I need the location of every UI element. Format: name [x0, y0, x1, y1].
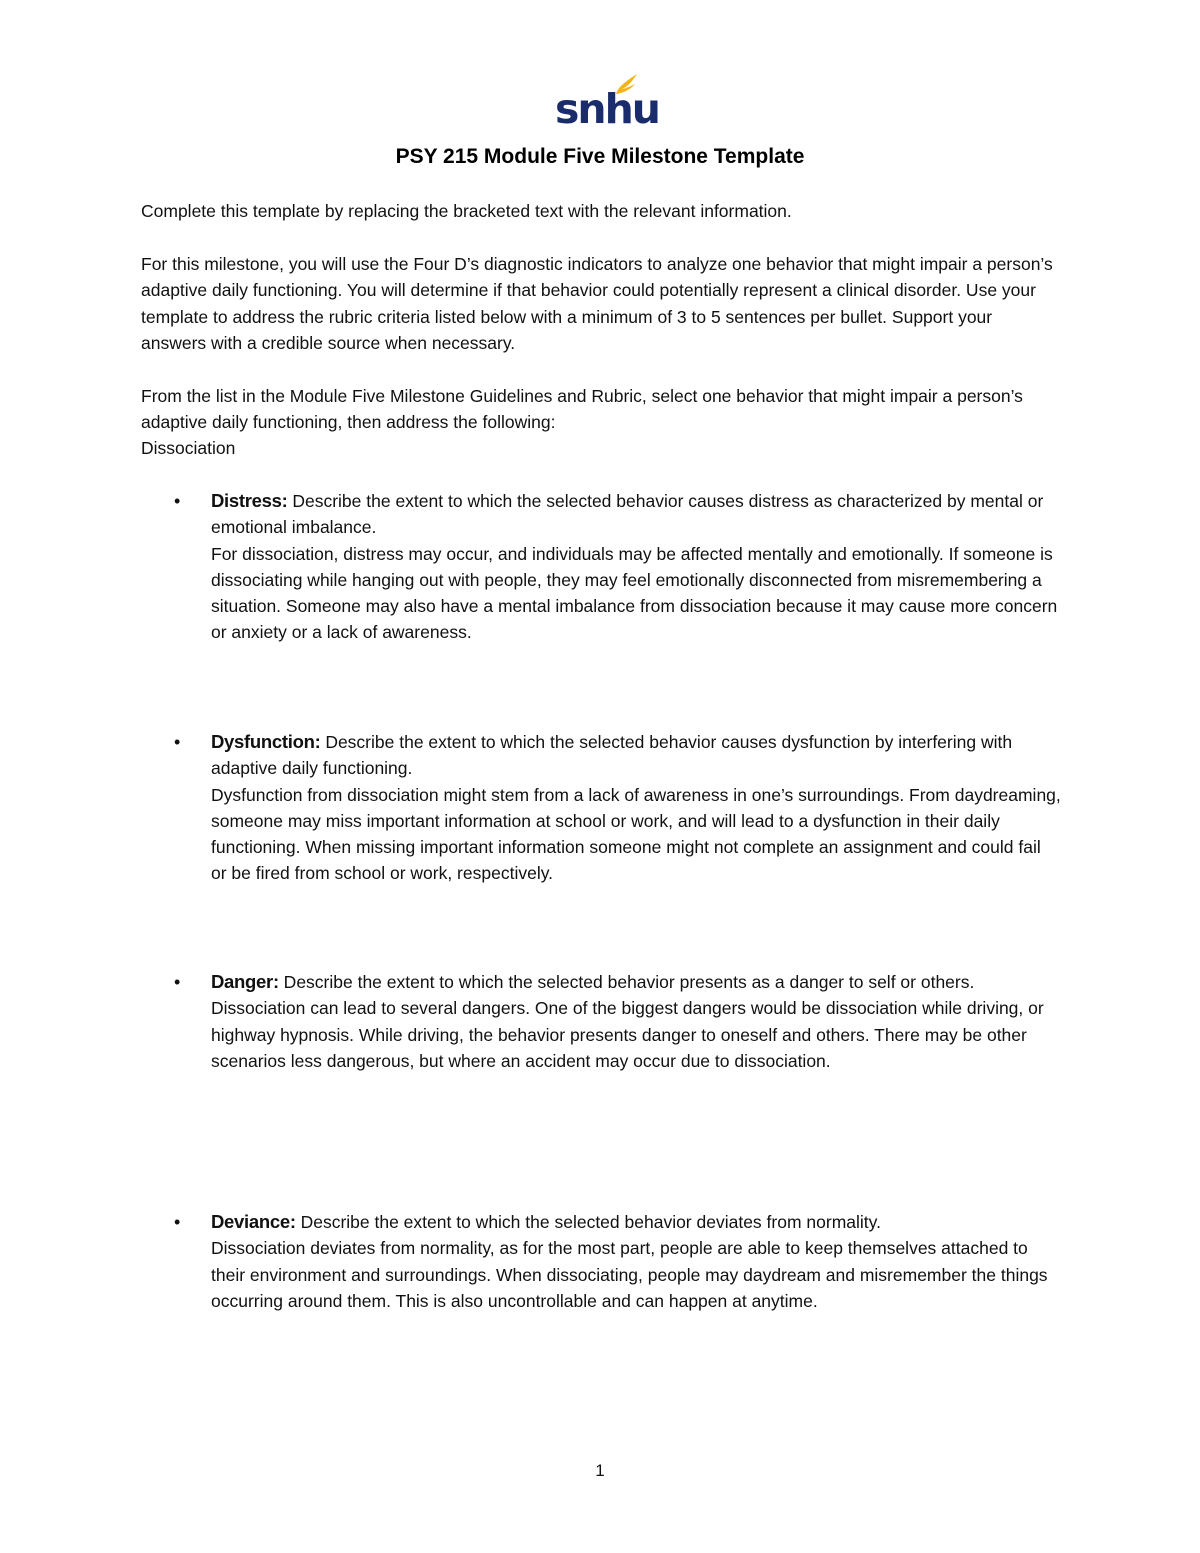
bullet-term: Dysfunction: — [211, 731, 321, 752]
bullet-point-icon: • — [174, 732, 181, 752]
bullet-term: Deviance: — [211, 1211, 296, 1232]
bullet-distress — [174, 488, 1061, 646]
bullet-point-icon: • — [174, 491, 181, 511]
bullet-answer: Dissociation can lead to several dangers. One of the biggest dangers would be dissociation while driving, or highway hypnosis. While driving, the behavior presents danger to oneself and others. There may be other scenarios less dangerous, but where an accident may occur due to dissociation. — [211, 998, 1044, 1071]
bullet-point-icon: • — [174, 1212, 181, 1232]
page-title: PSY 215 Module Five Milestone Template — [395, 145, 805, 168]
bullet-prompt-text: Describe the extent to which the selected behavior causes distress as characterized by mental or emotional imbalance. — [211, 491, 1044, 538]
bullet-prompt — [211, 1209, 1061, 1235]
bullet-dysfunction — [174, 729, 1061, 887]
bullet-point-icon: • — [174, 972, 181, 992]
logo-wordmark: snhu — [555, 85, 659, 133]
bullet-prompt — [211, 729, 1061, 782]
bullet-prompt — [211, 488, 1061, 541]
selected-behavior: Dissociation — [141, 438, 236, 458]
bullet-answer: For dissociation, distress may occur, and individuals may be affected mentally and emotionally. If someone is dissociating while hanging out with people, they may feel emotionally disconnected from misremembering a situation. Someone may also have a mental imbalance from dissociation because it may cause more concern or anxiety or a lack of awareness. — [211, 543, 1058, 643]
bullet-prompt — [211, 969, 1061, 995]
bullet-danger — [174, 969, 1061, 1074]
bullet-deviance — [174, 1209, 1061, 1314]
bullet-prompt-text: Describe the extent to which the selected behavior presents as a danger to self or others. — [278, 972, 975, 992]
instructions-paragraph: For this milestone, you will use the Four D’s diagnostic indicators to analyze one behavior that might impair a person’s adaptive daily functioning. You will determine if that behavior could potentially represent a clinical disorder. Use your template to address the rubric criteria listed below with a minimum of 3 to 5 sentences per bullet. Support your answers with a credible source when necessary. — [141, 254, 1053, 353]
bullet-term: Danger: — [211, 971, 279, 992]
bullet-prompt-text: Describe the extent to which the selected behavior causes dysfunction by interfering with adaptive daily functioning. — [211, 732, 1013, 779]
bullet-term: Distress: — [211, 490, 288, 511]
page-number: 1 — [595, 1461, 605, 1480]
bullet-answer: Dissociation deviates from normality, as for the most part, people are able to keep themselves attached to their environment and surroundings. When dissociating, people may daydream and misremember the things occurring around them. This is also uncontrollable and can happen at anytime. — [211, 1238, 1048, 1311]
intro-paragraph: Complete this template by replacing the bracketed text with the relevant information. — [141, 201, 792, 221]
selection-paragraph: From the list in the Module Five Milestone Guidelines and Rubric, select one behavior that might impair a person’s adaptive daily functioning, then address the following: — [141, 386, 1023, 433]
bullet-answer: Dysfunction from dissociation might stem from a lack of awareness in one’s surroundings. From daydreaming, someone may miss important information at school or work, and will lead to a dysfunction in their daily functioning. When missing important information someone might not complete an assignment and could fail or be fired from school or work, respectively. — [211, 784, 1061, 884]
snhu-logo — [555, 70, 659, 133]
bullet-prompt-text: Describe the extent to which the selected behavior deviates from normality. — [295, 1212, 881, 1232]
